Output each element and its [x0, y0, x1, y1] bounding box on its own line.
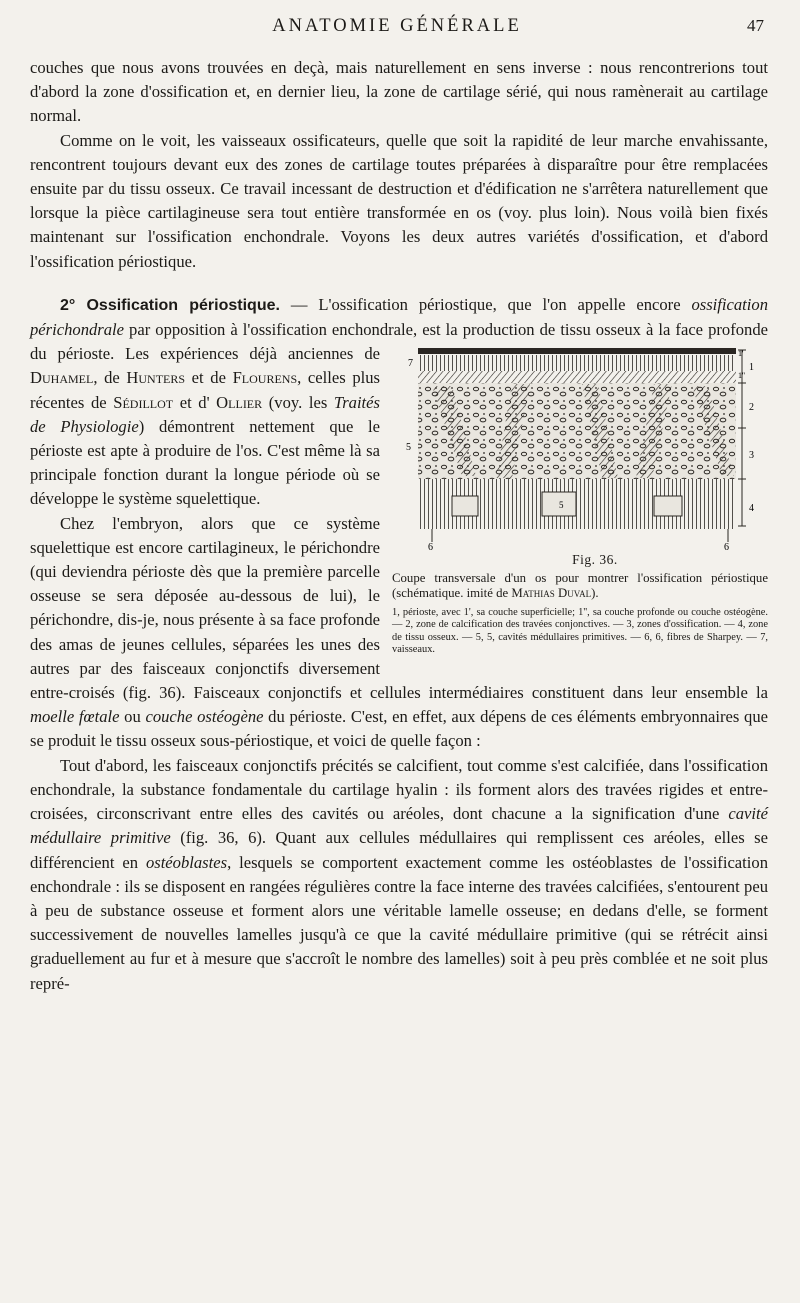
figure-36	[392, 346, 768, 657]
marker-3: 3	[749, 450, 754, 462]
marker-4: 4	[749, 503, 754, 515]
paragraph-5: Tout d'abord, les faisceaux conjonctifs précités se calcifient, tout comme s'est calcifiée, dans l'ossification enchondrale, la substance fondamentale du cartilage hyalin : ils forment alors des travées rigides et entre-croisées, circonscrivant entre elles des cavités ou aréoles, dont chacune a la signification d'une cavité médullaire primitive (fig. 36, 6). Quant aux cellules médullaires qui remplissent ces aréoles, elles se différencient en ostéoblastes, lesquels se comportent exactement comme les ostéoblastes de l'ossification enchondrale : ils se disposent en rangées régulières contre la face interne des travées calcifiées, s'entourent peu à peu de substance osseuse et forment alors une véritable lamelle osseuse; en dedans d'elle, se forment successivement de nouvelles lamelles jusqu'à ce que la cavité médullaire primitive (qui se rétrécit ainsi graduellement au fur et à mesure que s'accroît le nombre des lamelles) soit à peu près comblée et ne soit plus repré-	[30, 755, 768, 993]
figure-caption: Coupe transversale d'un os pour montrer l'ossification périostique (schématique. imité de Mathias Duval).	[392, 570, 768, 600]
marker-7: 7	[408, 358, 413, 370]
figure-legend: 1, périoste, avec 1', sa couche superficielle; 1'', sa couche profonde ou couche ostéogène. — 2, zone de calcification des travées conjonctives. — 3, zones d'ossification. — 4, zone de tissu osseux. — 5, 5, cavités médullaires primitives. — 6, 6, fibres de Sharpey. — 7, vaisseaux.	[392, 606, 768, 656]
section-heading: 2° Ossification périostique.	[60, 296, 280, 314]
figure-36-illustration	[392, 346, 768, 551]
figure-label: Fig. 36.	[572, 552, 618, 568]
marker-1: 1	[749, 362, 754, 374]
marker-6-right: 6	[724, 542, 729, 552]
marker-6-left: 6	[428, 542, 433, 552]
marker-5-left: 5	[406, 442, 411, 454]
marker-1-prime: 1'	[738, 349, 744, 359]
marker-2: 2	[749, 402, 754, 414]
page-number: 47	[747, 16, 764, 35]
running-title: ANATOMIE GÉNÉRALE	[272, 16, 522, 36]
paragraph-4: Chez l'embryon, alors que ce système squelettique est encore cartilagineux, le périchondre (qui deviendra périoste dès que la première parcelle osseuse se sera déposée au-dessous de lui), le périchondre, dis-je, nous présente à sa face profonde des amas de jeunes cellules, séparées les unes des autres par des faisceaux conjonctifs diversement entre-croisés (fig. 36). Faisceaux conjonctifs et cellules intermédiaires constituent dans leur ensemble la moelle fœtale ou couche ostéogène du périoste. C'est, en effet, aux dépens de ces éléments embryonnaires que se produit le tissu osseux sous-périostique, et voici de quelle façon :	[30, 513, 768, 751]
paragraph-3: 2° Ossification périostique. — L'ossification périostique, que l'on appelle encore ossification périchondrale par opposition à l'ossification enchondrale, est la production de tissu osseux à la face profonde du périoste. Les expériences déjà anciennes de 1 1' 1'' 2 3 4 5 5 6 6 7 Fig. 36. Coupe transversale d'un os pour montrer l'ossification périostique (schématique. imité de Mathias Duval). 1, périoste, avec 1', sa couche superficielle; 1'', sa couche profonde ou couche ostéogène. — 2, zone de calcification des travées conjonctives. — 3, zones d'ossification. — 4, zone de tissu osseux. — 5, 5, cavités médullaires primitives. — 6, 6, fibres de Sharpey. — 7, vaisseaux. Duhamel, de Hunters et de Flourens, celles plus récentes de Sédillot et d' Ollier (voy. les Traités de Physiologie) démontrent nettement que le périoste est apte à produire de l'os. C'est même là sa principale fonction durant la longue période où se développe le système squelettique.	[30, 294, 768, 656]
marker-5-right: 5	[559, 500, 564, 511]
paragraph-2: Comme on le voit, les vaisseaux ossificateurs, quelle que soit la rapidité de leur marche envahissante, rencontrent toujours devant eux des zones de cartilage toutes préparées à disparaître pour être remplacées ensuite par du tissu osseux. Ce travail incessant de destruction et d'édification ne s'arrêtera naturellement que lorsque la pièce cartilagineuse sera tout entière transformée en os (voy. plus loin). Nous voilà bien fixés maintenant sur l'ossification enchondrale. Voyons les deux autres variétés d'ossification, et d'abord l'ossification périostique.	[30, 130, 768, 271]
body-text	[30, 56, 768, 996]
paragraph-1: couches que nous avons trouvées en deçà, mais naturellement en sens inverse : nous rencontrerions tout d'abord la zone d'ossification et, en dernier lieu, la zone de cartilage sérié, qui nous ramènerait au cartilage normal.	[30, 58, 768, 126]
running-head	[30, 14, 764, 44]
marker-1-double-prime: 1''	[738, 371, 745, 381]
